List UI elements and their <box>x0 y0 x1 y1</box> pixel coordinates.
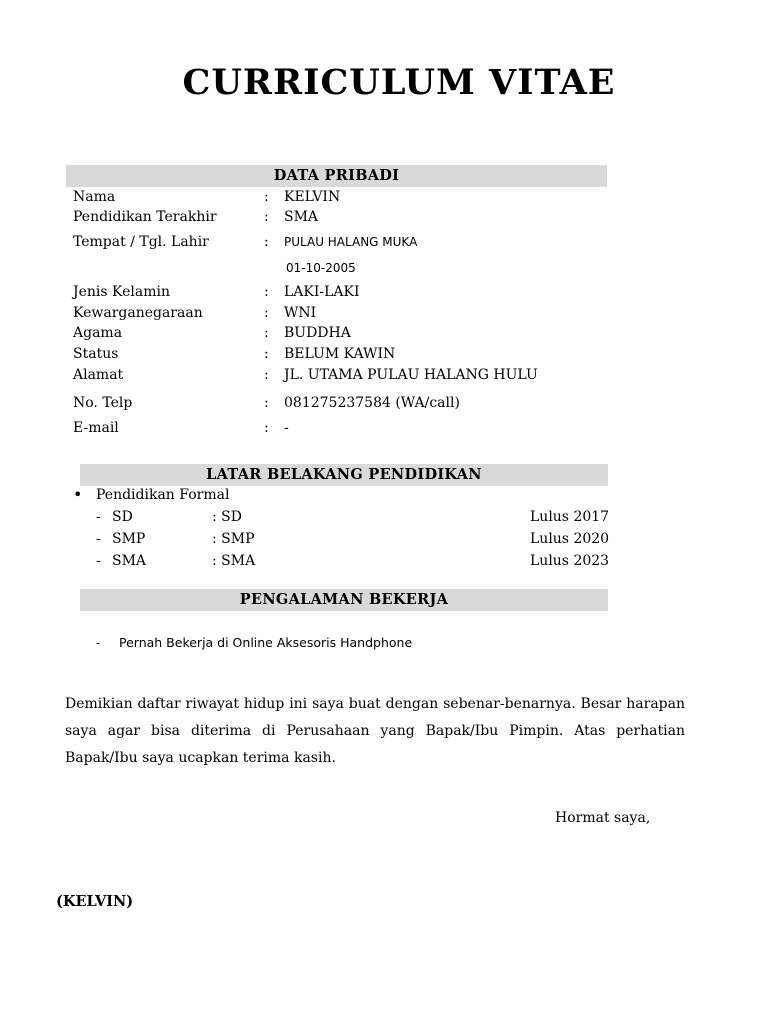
field-value: WNI <box>284 305 317 321</box>
page-title: CURRICULUM VITAE <box>182 62 616 103</box>
education-school: : SMP <box>212 531 255 547</box>
education-level: SMA <box>112 553 147 569</box>
field-label: Alamat <box>73 367 124 383</box>
bullet-icon: • <box>73 485 83 504</box>
field-colon: : <box>264 209 269 225</box>
field-value: 01-10-2005 <box>286 261 356 275</box>
dash-icon: - <box>96 636 101 650</box>
dash-icon: - <box>96 531 101 547</box>
field-value: KELVIN <box>284 189 341 205</box>
field-value: - <box>284 420 289 436</box>
field-label: Kewarganegaraan <box>73 305 203 321</box>
dash-icon: - <box>96 509 101 525</box>
closing-paragraph: Demikian daftar riwayat hidup ini saya buat dengan sebenar-benarnya. Besar harapan saya agar bisa diterima di Perusahaan yang Bapak/Ibu Pimpin. Atas perhatian Bapak/Ibu saya ucapkan terima kasih. <box>65 696 685 766</box>
field-label: Status <box>73 346 119 362</box>
field-colon: : <box>264 367 269 383</box>
education-school: : SD <box>212 509 242 525</box>
field-label: No. Telp <box>73 395 133 411</box>
field-colon: : <box>264 395 269 411</box>
field-colon: : <box>264 420 269 436</box>
dash-icon: - <box>96 553 101 569</box>
signature-name: (KELVIN) <box>56 893 134 910</box>
education-year: Lulus 2023 <box>530 553 610 569</box>
section-heading-experience: PENGALAMAN BEKERJA <box>80 589 608 611</box>
education-school: : SMA <box>212 553 256 569</box>
section-heading-education: LATAR BELAKANG PENDIDIKAN <box>80 464 608 486</box>
field-value: BELUM KAWIN <box>284 346 396 362</box>
field-label: E-mail <box>73 420 119 436</box>
field-colon: : <box>264 189 269 205</box>
field-value: 081275237584 (WA/call) <box>284 395 460 411</box>
field-value: LAKI-LAKI <box>284 284 360 300</box>
experience-text: Pernah Bekerja di Online Aksesoris Handphone <box>119 635 413 650</box>
field-colon: : <box>264 305 269 321</box>
field-label: Agama <box>73 325 123 341</box>
section-heading-personal: DATA PRIBADI <box>66 165 607 187</box>
education-level: SD <box>112 509 133 525</box>
field-value: BUDDHA <box>284 325 351 341</box>
field-colon: : <box>264 234 269 250</box>
education-year: Lulus 2020 <box>530 531 610 547</box>
field-label: Nama <box>73 189 116 205</box>
field-value: SMA <box>284 209 319 225</box>
field-colon: : <box>264 346 269 362</box>
field-value: PULAU HALANG MUKA <box>284 235 418 249</box>
education-level: SMP <box>112 531 146 547</box>
field-label: Jenis Kelamin <box>73 284 170 300</box>
regards-text: Hormat saya, <box>555 810 651 826</box>
field-colon: : <box>264 284 269 300</box>
field-label: Tempat / Tgl. Lahir <box>73 234 209 250</box>
education-bullet-label: Pendidikan Formal <box>96 487 230 503</box>
education-year: Lulus 2017 <box>530 509 610 525</box>
field-label: Pendidikan Terakhir <box>73 209 217 225</box>
field-colon: : <box>264 325 269 341</box>
field-value: JL. UTAMA PULAU HALANG HULU <box>284 367 538 383</box>
